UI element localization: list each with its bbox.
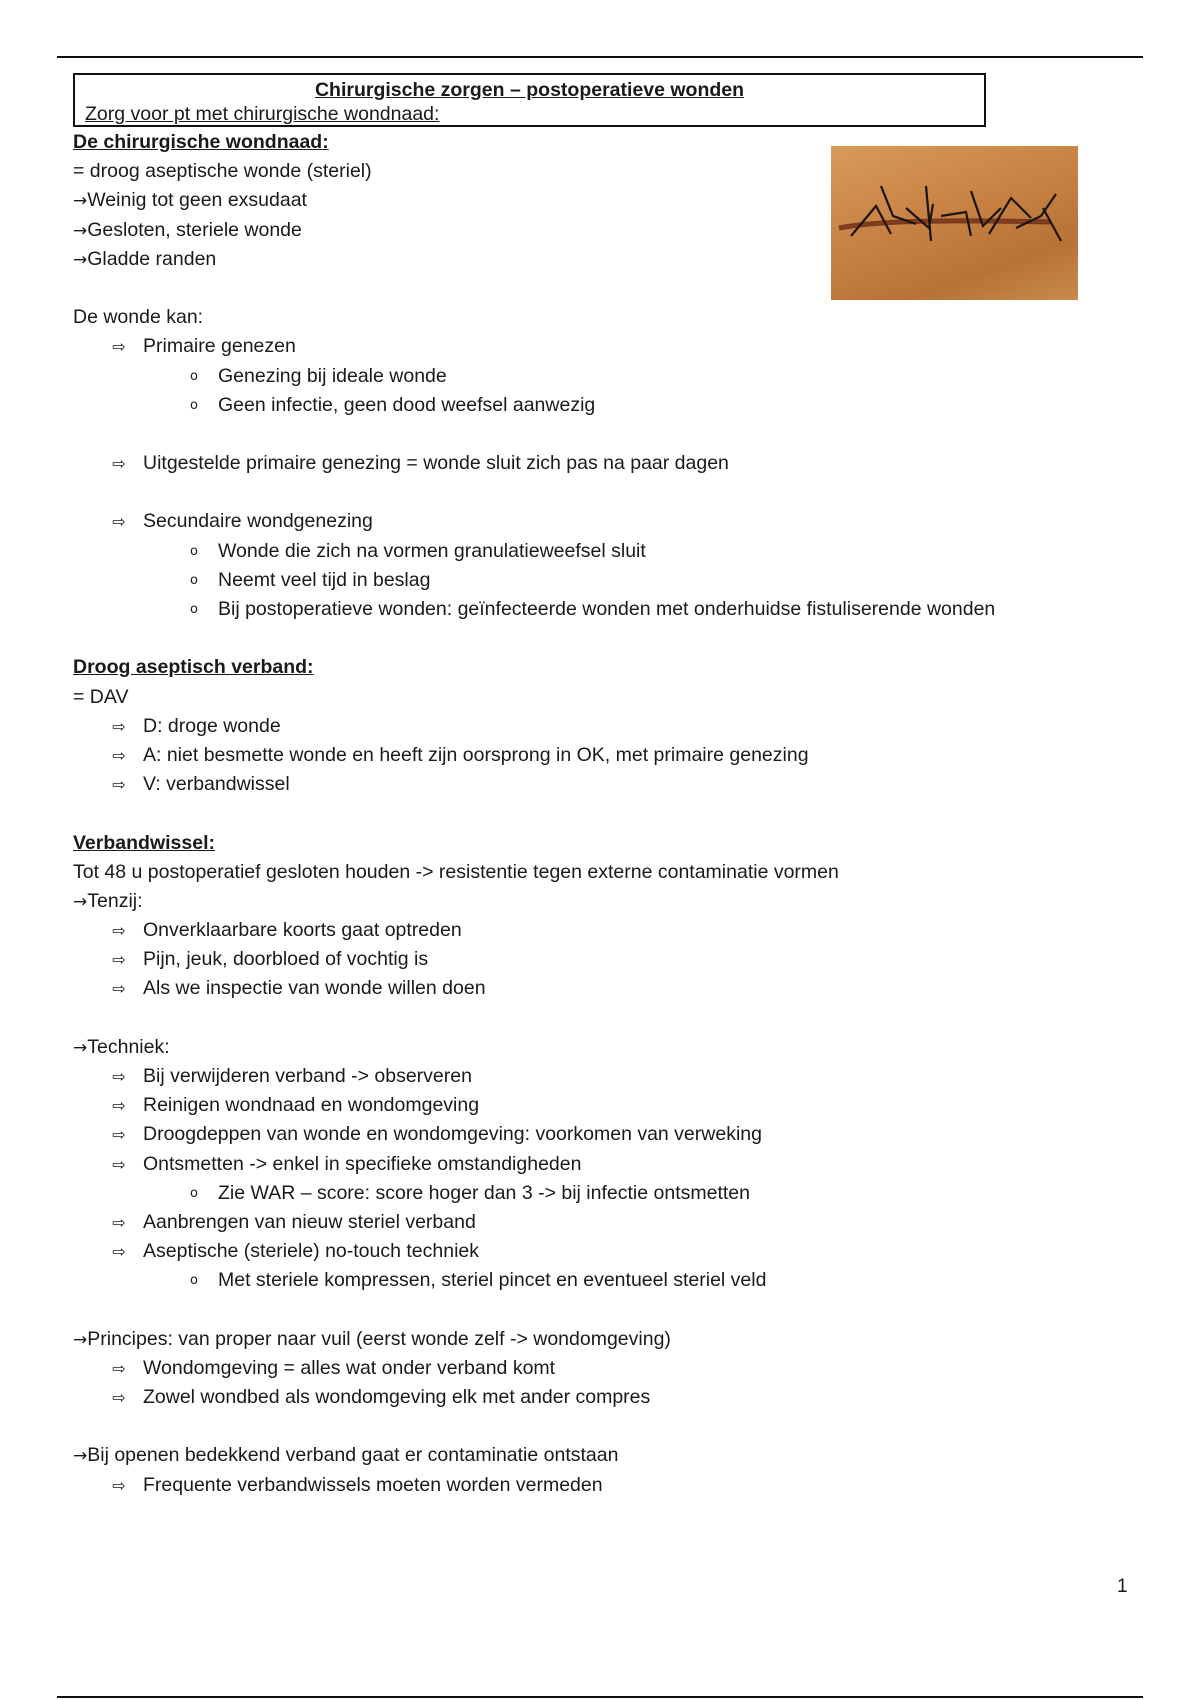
arrow-bullet-icon: ⇨: [112, 454, 126, 474]
definition-line: = droog aseptische wonde (steriel): [73, 160, 372, 183]
list-item: ⇨ Aseptische (steriele) no-touch techniek: [73, 1237, 1133, 1266]
list-item: ⇨ Als we inspectie van wonde willen doen: [73, 974, 1133, 1003]
list-item: ⇨ A: niet besmette wonde en heeft zijn oorsprong in OK, met primaire genezing: [73, 741, 1133, 770]
arrow-bullet-icon: ⇨: [112, 1154, 126, 1174]
list-item: ⇨ D: droge wonde: [73, 712, 1133, 741]
arrow-icon: →: [73, 220, 88, 241]
arrow-bullet-icon: ⇨: [112, 512, 126, 532]
arrow-icon: →: [73, 1037, 88, 1058]
arrow-bullet-icon: ⇨: [112, 979, 126, 999]
list-item: o Geen infectie, geen dood weefsel aanwezig: [73, 391, 1133, 420]
list-item: ⇨ Zowel wondbed als wondomgeving elk met ander compres: [73, 1383, 1133, 1412]
list-item: ⇨ Onverklaarbare koorts gaat optreden: [73, 916, 1133, 945]
arrow-bullet-icon: ⇨: [112, 716, 126, 736]
list-item: o Neemt veel tijd in beslag: [73, 566, 1133, 595]
subheading: →Principes: van proper naar vuil (eerst wonde zelf -> wondomgeving): [73, 1327, 671, 1350]
top-rule: [57, 56, 1143, 58]
circle-bullet-icon: o: [190, 543, 198, 559]
list-item: ⇨ Frequente verbandwissels moeten worden vermeden: [73, 1471, 1133, 1500]
subheading: →Tenzij:: [73, 889, 143, 912]
list-item: →Weinig tot geen exsudaat: [73, 189, 307, 212]
list-item: →Gladde randen: [73, 247, 217, 270]
subheading: →Techniek:: [73, 1035, 170, 1058]
circle-bullet-icon: o: [190, 1273, 198, 1289]
arrow-bullet-icon: ⇨: [112, 921, 126, 941]
circle-bullet-icon: o: [190, 1185, 198, 1201]
list-item: ⇨ Droogdeppen van wonde en wondomgeving: voorkomen van verweking: [73, 1120, 1133, 1149]
page-title: Chirurgische zorgen – postoperatieve wonden: [314, 79, 745, 101]
page-number: 1: [1117, 1576, 1128, 1597]
circle-bullet-icon: o: [190, 397, 198, 413]
list-item: ⇨ Wondomgeving = alles wat onder verband komt: [73, 1354, 1133, 1383]
arrow-icon: →: [73, 1446, 88, 1467]
list-item: ⇨ Secundaire wondgenezing: [73, 507, 1133, 536]
list-item: o Zie WAR – score: score hoger dan 3 -> bij infectie ontsmetten: [73, 1179, 1133, 1208]
list-item: o Met steriele kompressen, steriel pincet en eventueel steriel veld: [73, 1266, 1133, 1295]
section-heading-wondnaad: De chirurgische wondnaad:: [73, 131, 329, 153]
list-item: ⇨ Bij verwijderen verband -> observeren: [73, 1062, 1133, 1091]
paragraph-intro: De wonde kan:: [73, 306, 204, 329]
arrow-bullet-icon: ⇨: [112, 1388, 126, 1408]
arrow-bullet-icon: ⇨: [112, 775, 126, 795]
arrow-bullet-icon: ⇨: [112, 1242, 126, 1262]
list-item: ⇨ Aanbrengen van nieuw steriel verband: [73, 1208, 1133, 1237]
arrow-bullet-icon: ⇨: [112, 1358, 126, 1378]
list-item: o Genezing bij ideale wonde: [73, 362, 1133, 391]
definition-line: = DAV: [73, 685, 129, 708]
arrow-icon: →: [73, 191, 88, 212]
arrow-bullet-icon: ⇨: [112, 337, 126, 357]
arrow-icon: →: [73, 1329, 88, 1350]
arrow-bullet-icon: ⇨: [112, 1475, 126, 1495]
list-item: ⇨ Reinigen wondnaad en wondomgeving: [73, 1091, 1133, 1120]
arrow-bullet-icon: ⇨: [112, 950, 126, 970]
arrow-bullet-icon: ⇨: [112, 1096, 126, 1116]
list-item: ⇨ Uitgestelde primaire genezing = wonde sluit zich pas na paar dagen: [73, 449, 1133, 478]
arrow-bullet-icon: ⇨: [112, 1125, 126, 1145]
paragraph-text: Tot 48 u postoperatief gesloten houden -> resistentie tegen externe contaminatie vormen: [73, 860, 839, 883]
list-item: ⇨ Pijn, jeuk, doorbloed of vochtig is: [73, 945, 1133, 974]
document-body: [73, 128, 1133, 1500]
arrow-bullet-icon: ⇨: [112, 1212, 126, 1232]
arrow-icon: →: [73, 891, 88, 912]
arrow-bullet-icon: ⇨: [112, 745, 126, 765]
page-subtitle: Zorg voor pt met chirurgische wondnaad:: [85, 103, 440, 125]
arrow-bullet-icon: ⇨: [112, 1067, 126, 1086]
list-item: →Gesloten, steriele wonde: [73, 218, 302, 241]
circle-bullet-icon: o: [190, 368, 198, 384]
list-item: ⇨ Primaire genezen: [73, 332, 1133, 361]
title-box: [73, 73, 986, 127]
list-item: ⇨ Ontsmetten -> enkel in specifieke omstandigheden: [73, 1150, 1133, 1179]
list-item: ⇨ V: verbandwissel: [73, 770, 1133, 799]
circle-bullet-icon: o: [190, 572, 198, 588]
subheading: →Bij openen bedekkend verband gaat er contaminatie ontstaan: [73, 1444, 619, 1467]
arrow-icon: →: [73, 249, 88, 270]
list-item: o Wonde die zich na vormen granulatieweefsel sluit: [73, 537, 1133, 566]
section-heading-verbandwissel: Verbandwissel:: [73, 831, 215, 854]
list-item: o Bij postoperatieve wonden: geïnfecteerde wonden met onderhuidse fistuliserende wonden: [73, 595, 1133, 624]
circle-bullet-icon: o: [190, 602, 198, 617]
bottom-rule: [57, 1696, 1143, 1698]
section-heading-dav: Droog aseptisch verband:: [73, 656, 314, 679]
